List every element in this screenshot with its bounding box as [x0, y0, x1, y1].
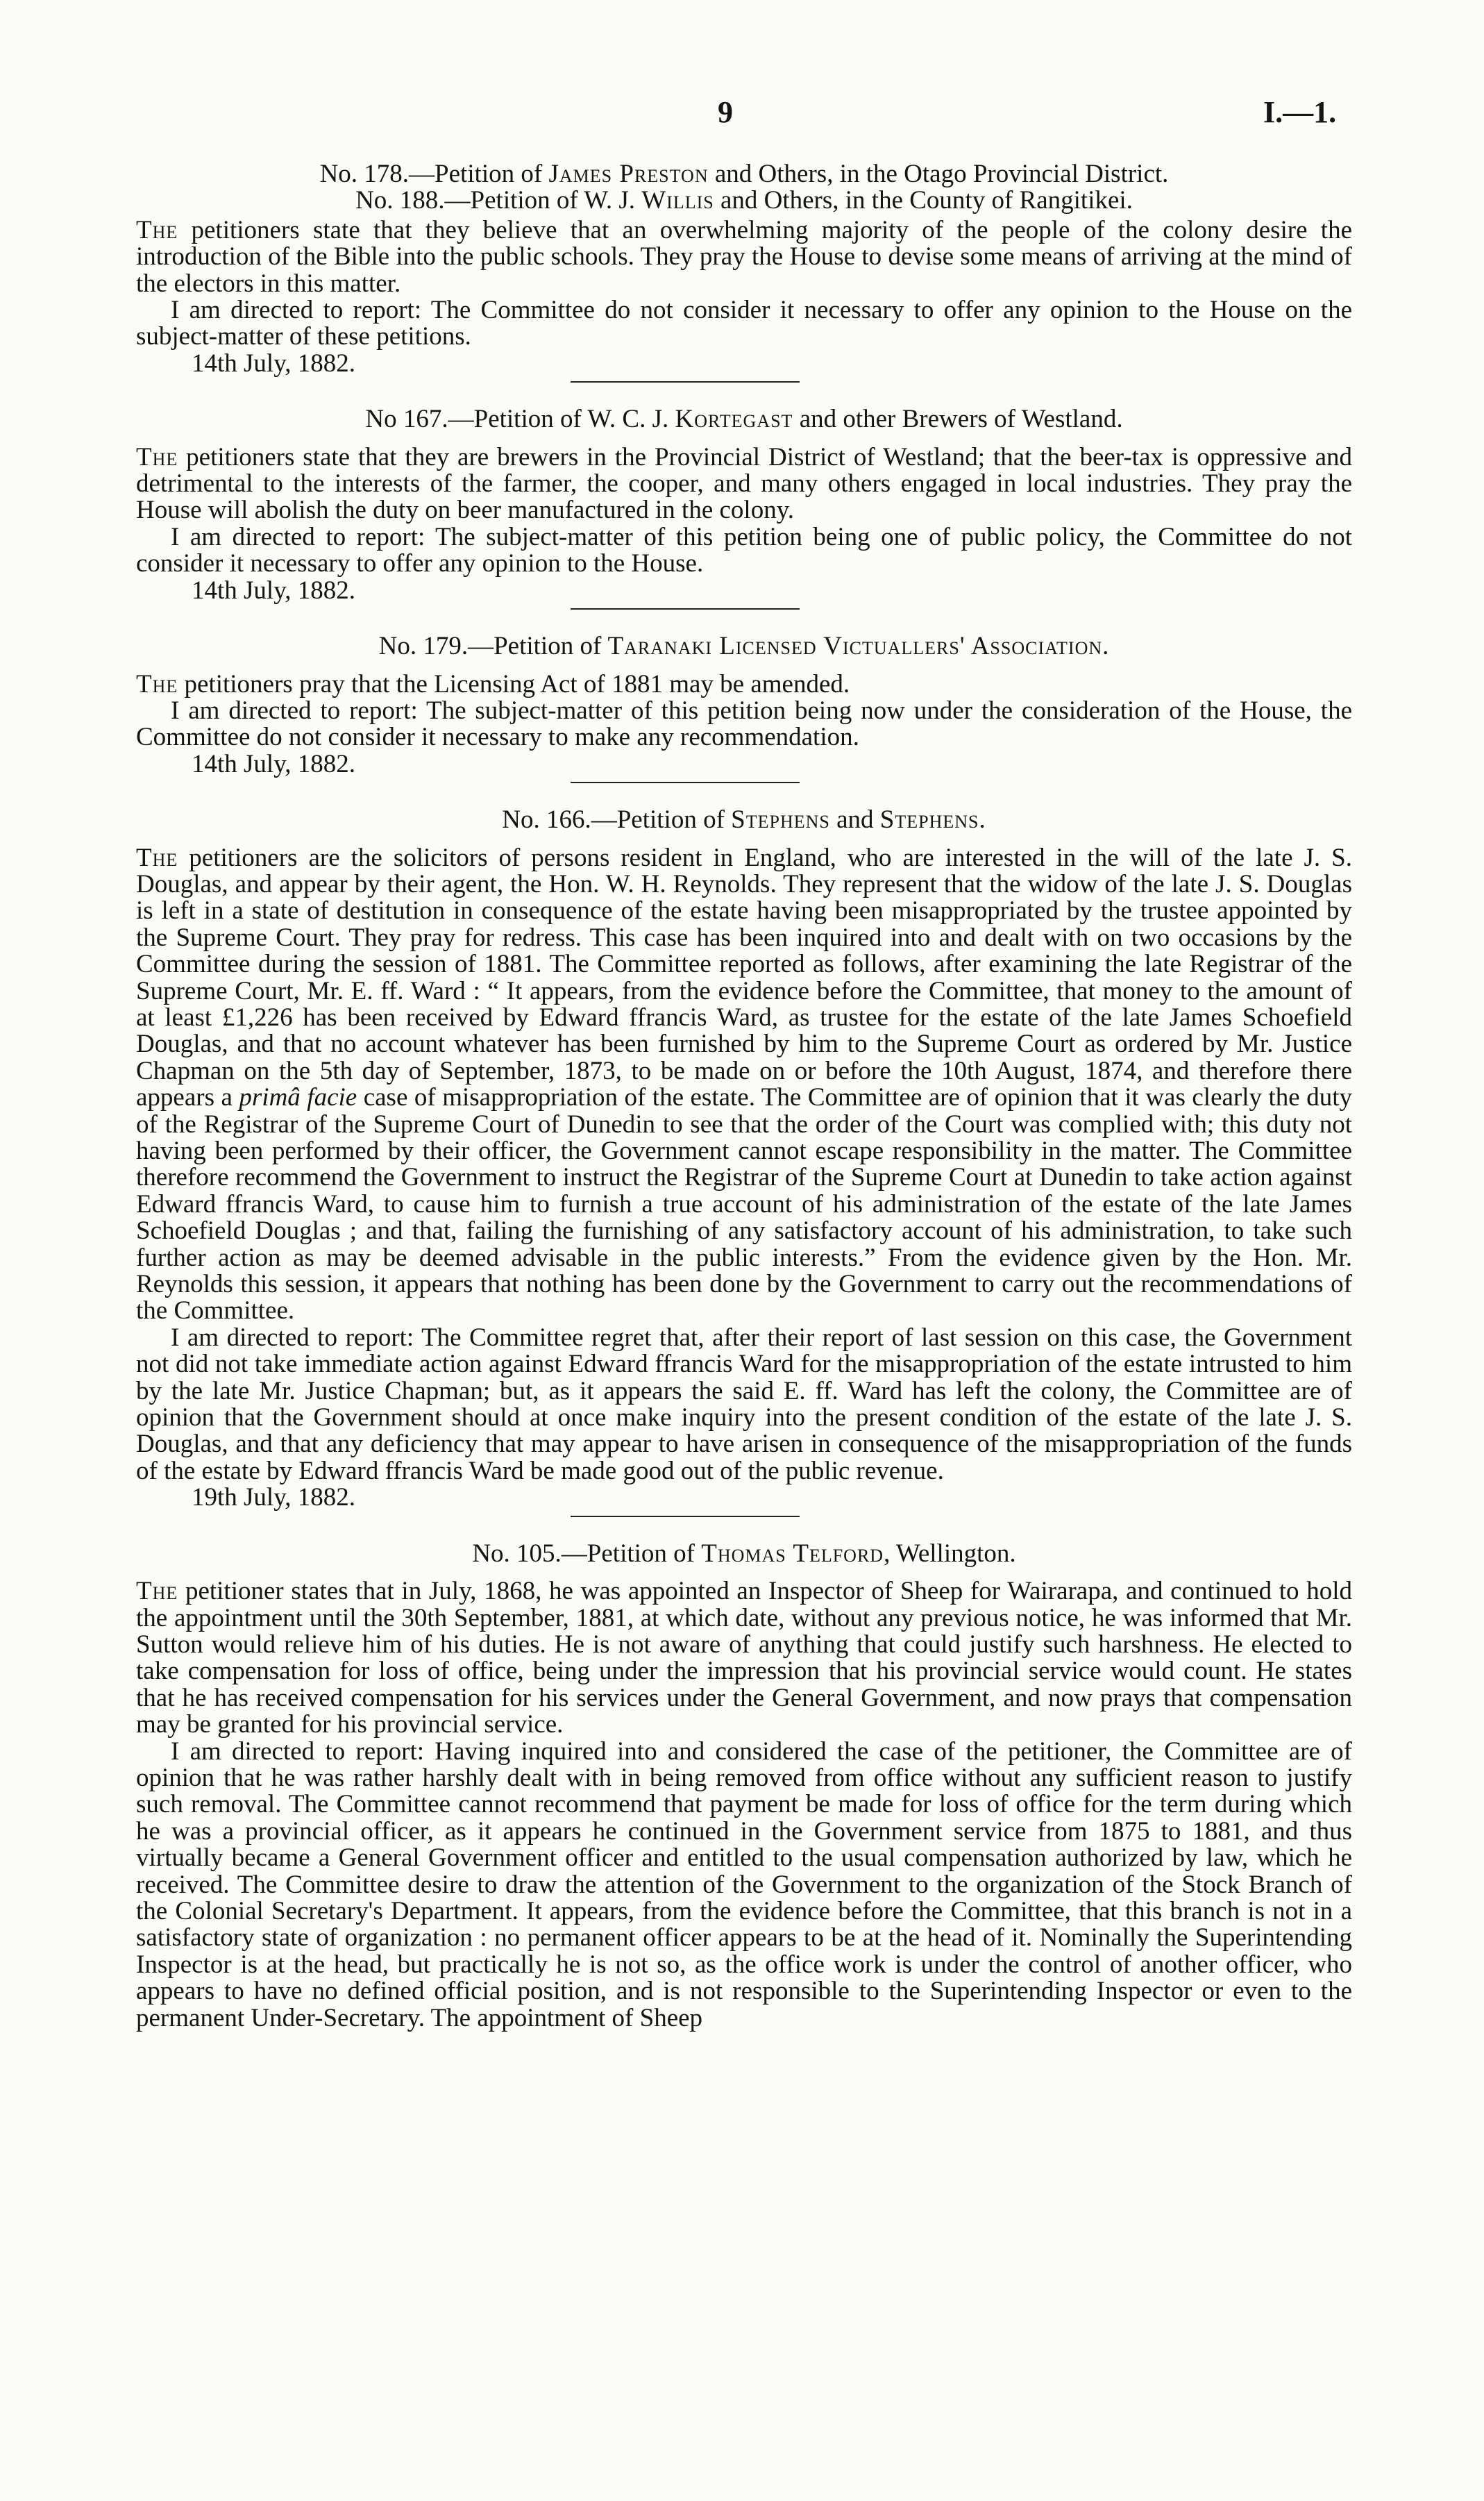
petition-title: No. 179.—Petition of Taranaki Licensed Victuallers' Association.: [378, 632, 1110, 661]
committee-report: I am directed to report: Having inquired into and considered the case of the petitioner, the Committee are of opinion that he was rather harshly dealt with in being removed from office without any sufficient reason to justify such removal. The Committee cannot recommend that payment be made for loss of office for the term during which he was a provincial officer, as it appears he continued in the Government service from 1875 to 1881, and thus virtually became a General Government officer and entitled to the usual compensation authorized by law, which he received. The Committee desire to draw the attention of the Government to the organization of the Stock Branch of the Colonial Secretary's Department. It appears, from the evidence before the Committee, that this branch is not in a satisfactory state of organization : no permanent officer appears to be at the head of it. Nominally the Superintending Inspector is at the head, but practically he is not so, as the office work is under the control of another officer, who appears to have no defined official position, and is not responsible to the Superintending Inspector or even to the permanent Under-Secretary. The appointment of Sheep: [136, 1737, 1352, 2032]
committee-report: I am directed to report: The subject-matter of this petition being now under the consideration of the House, the Committee do not consider it necessary to make any recommendation.: [136, 696, 1352, 752]
petition-178-188: [136, 161, 1352, 383]
section-divider: [571, 782, 800, 783]
petition-179: [136, 633, 1352, 783]
page-number: 9: [718, 95, 733, 129]
petitioner-name: Willis: [641, 186, 714, 215]
report-date: 14th July, 1882.: [192, 576, 356, 605]
petitioner-name: Kortegast: [675, 405, 793, 434]
committee-report: I am directed to report: The Committee regret that, after their report of last session on this case, the Government not did not take immediate action against Edward ffrancis Ward for the misappropriation of the estate intrusted to him by the late Mr. Justice Chapman; but, as it appears the said E. ff. Ward has left the colony, the Committee are of opinion that the Government should at once make inquiry into the present condition of the estate of the late J. S. Douglas, and that any deficiency that may appear to have arisen in consequence of the misappropriation of the funds of the estate by Edward ffrancis Ward be made good out of the public revenue.: [136, 1323, 1352, 1485]
petition-statement: The petitioners state that they are brewers in the Provincial District of Westland; that the beer-tax is oppressive and detrimental to the interests of the farmer, the cooper, and many others engaged in local industries. They pray the House will abolish the duty on beer manufactured in the colony.: [136, 442, 1352, 525]
petition-title: No. 166.—Petition of Stephens and Stephens.: [502, 805, 986, 835]
petitioner-name: Stephens.: [879, 805, 986, 835]
petition-title: No 167.—Petition of W. C. J. Kortegast and other Brewers of Westland.: [365, 405, 1123, 434]
report-date: 14th July, 1882.: [192, 349, 356, 378]
page-content: [136, 161, 1352, 2032]
section-divider: [571, 1516, 800, 1517]
petition-166: [136, 807, 1352, 1517]
document-code: I.—1.: [1263, 95, 1337, 129]
petitioner-name: Taranaki Licensed Victuallers' Association.: [607, 632, 1110, 661]
section-divider: [571, 608, 800, 610]
petition-statement: The petitioner states that in July, 1868, he was appointed an Inspector of Sheep for Wairarapa, and continued to hold the appointment until the 30th September, 1881, at which date, without any previous notice, he was informed that Mr. Sutton would relieve him of his duties. He is not aware of anything that could justify such harshness. He elected to take compensation for loss of office, being under the impression that his provincial service would count. He states that he has received compensation for his services under the General Government, and now prays that compensation may be granted for his provincial service.: [136, 1577, 1352, 1739]
petition-title: No. 188.—Petition of W. J. Willis and Others, in the County of Rangitikei.: [355, 186, 1133, 215]
petition-167: [136, 406, 1352, 610]
petition-105: [136, 1541, 1352, 2032]
report-date: 14th July, 1882.: [192, 749, 356, 778]
petition-title: No. 105.—Petition of Thomas Telford, Wellington.: [472, 1539, 1016, 1568]
petition-statement: The petitioners pray that the Licensing Act of 1881 may be amended.: [136, 669, 850, 699]
petitioner-name: Stephens: [731, 805, 830, 835]
petition-statement: The petitioners state that they believe that an overwhelming majority of the people of the colony desire the introduction of the Bible into the public schools. They pray the House to devise some means of arriving at the mind of the electors in this matter.: [136, 215, 1352, 298]
petition-statement: The petitioners are the solicitors of persons resident in England, who are interested in the will of the late J. S. Douglas, and appear by their agent, the Hon. W. H. Reynolds. They represent that the widow of the late J. S. Douglas is left in a state of destitution in consequence of the estate having been misappropriated by the trustee appointed by the Supreme Court. They pray for redress. This case has been inquired into and dealt with on two occasions by the Committee during the session of 1881. The Committee reported as follows, after examining the late Registrar of the Supreme Court, Mr. E. ff. Ward : “ It appears, from the evidence before the Committee, that money to the amount of at least £1,226 has been received by Edward ffrancis Ward, as trustee for the estate of the late James Schoefield Douglas, and that no account whatever has been furnished by him to the Supreme Court as ordered by Mr. Justice Chapman on the 5th day of September, 1873, to be made on or before the 10th August, 1874, and therefore there appears a primâ facie case of misappropriation of the estate. The Committee are of opinion that it was clearly the duty of the Registrar of the Supreme Court of Dunedin to see that the order of the Court was complied with; this duty not having been performed by their officer, the Government cannot escape responsibility in the matter. The Committee therefore recommend the Government to instruct the Registrar of the Supreme Court at Dunedin to take action against Edward ffrancis Ward, to cause him to furnish a true account of his administration of the estate of the late James Schoefield Douglas ; and that, failing the furnishing of any satisfactory account of his administration, to take such further action as may be deemed advisable in the public interests.” From the evidence given by the Hon. Mr. Reynolds this session, it appears that nothing has been done by the Government to carry out the recommendations of the Committee.: [136, 843, 1352, 1325]
petitioner-name: James Preston: [548, 160, 709, 188]
petitioner-name: Thomas Telford: [701, 1539, 884, 1568]
report-date: 19th July, 1882.: [192, 1483, 356, 1512]
committee-report: I am directed to report: The subject-matter of this petition being one of public policy, the Committee do not consider it necessary to offer any opinion to the House.: [136, 522, 1352, 578]
section-divider: [571, 381, 800, 383]
petition-title: No. 178.—Petition of James Preston and Others, in the Otago Provincial District.: [319, 160, 1169, 188]
committee-report: I am directed to report: The Committee do not consider it necessary to offer any opinion to the House on the subject-matter of these petitions.: [136, 296, 1352, 351]
